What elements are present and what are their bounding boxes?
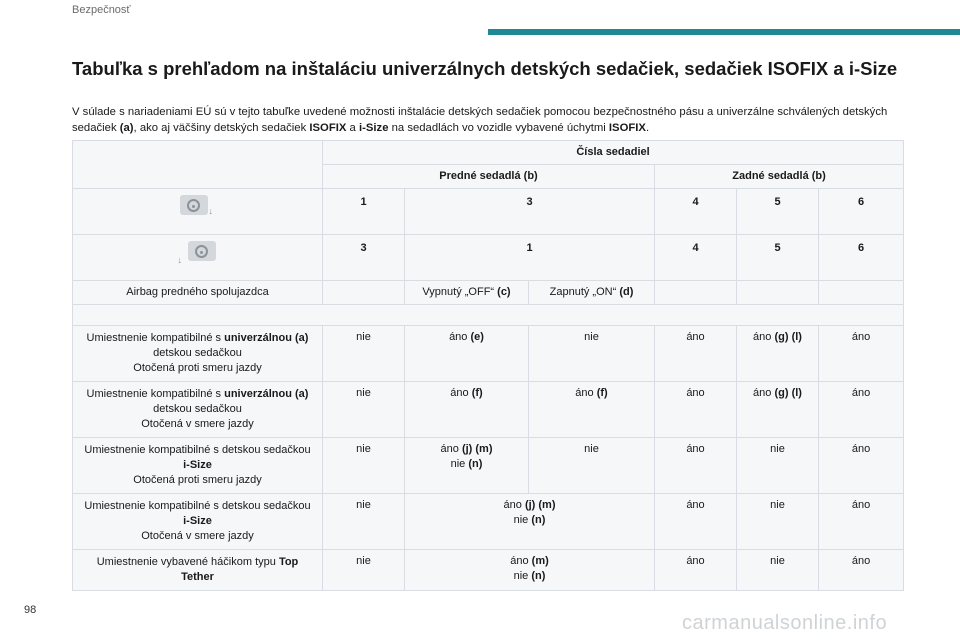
page-number: 98: [24, 604, 37, 616]
table-cell: áno: [655, 438, 737, 494]
intro-paragraph: V súlade s nariadeniami EÚ sú v tejto tabuľke uvedené možnosti inštalácie detských sedačiek pomocou bezpečnostného pásu a univerzálne schválených detských sedačiek (a), ako aj väčšiny detských sedačiek ISOFIX a i-Size na sedadlách vo vozidle vybavené úchytmi ISOFIX.: [72, 106, 888, 134]
steering-wheel-left-icon: ↓: [180, 195, 216, 221]
seat-number: 6: [819, 235, 904, 281]
seat-numbers-header: Čísla sedadiel: [323, 141, 904, 165]
table-cell: nie: [323, 326, 405, 382]
lhd-icon-cell: [73, 189, 323, 235]
table-cell: áno (m) nie (n): [405, 550, 655, 591]
seat-number: 5: [737, 235, 819, 281]
table-cell: nie: [323, 494, 405, 550]
section-label: Bezpečnosť: [72, 4, 131, 16]
table-spacer-row: [73, 305, 904, 326]
rhd-icon-cell: [73, 235, 323, 281]
table-row: [73, 494, 904, 550]
header-accent-bar: [488, 29, 960, 35]
seat-number: 6: [819, 189, 904, 235]
table-cell: áno (g) (l): [737, 382, 819, 438]
row-label: Umiestnenie kompatibilné s univerzálnou (a) detskou sedačkou Otočená v smere jazdy: [73, 382, 323, 438]
table-corner-cell: [73, 141, 323, 189]
seat-number: 3: [323, 235, 405, 281]
seat-number: 4: [655, 189, 737, 235]
front-seats-header: Predné sedadlá (b): [323, 165, 655, 189]
table-row: [73, 550, 904, 591]
seat-number: 4: [655, 235, 737, 281]
table-cell: [323, 281, 405, 305]
table-cell: nie: [737, 550, 819, 591]
table-row: [73, 438, 904, 494]
table-cell: áno: [655, 382, 737, 438]
table-cell: áno: [655, 550, 737, 591]
table-cell: áno (e): [405, 326, 529, 382]
row-label: Umiestnenie kompatibilné s detskou sedačkou i-Size Otočená proti smeru jazdy: [73, 438, 323, 494]
table-cell: áno (f): [405, 382, 529, 438]
table-cell: áno (f): [529, 382, 655, 438]
table-cell: nie: [529, 326, 655, 382]
table-cell: áno: [819, 438, 904, 494]
table-cell: áno: [655, 494, 737, 550]
table-row: [73, 189, 904, 235]
table-cell: nie: [737, 494, 819, 550]
row-label: Umiestnenie kompatibilné s detskou sedačkou i-Size Otočená v smere jazdy: [73, 494, 323, 550]
table-cell: nie: [323, 382, 405, 438]
airbag-on-cell: Zapnutý „ON“ (d): [529, 281, 655, 305]
child-seat-table: [72, 140, 904, 591]
page-title: Tabuľka s prehľadom na inštaláciu univerzálnych detských sedačiek, sedačiek ISOFIX a i-Size: [72, 58, 898, 79]
table-cell: áno: [819, 494, 904, 550]
table-row: [73, 326, 904, 382]
table-cell: áno (j) (m) nie (n): [405, 494, 655, 550]
airbag-off-cell: Vypnutý „OFF“ (c): [405, 281, 529, 305]
table-cell: áno: [819, 550, 904, 591]
table-cell: nie: [737, 438, 819, 494]
airbag-label: Airbag predného spolujazdca: [73, 281, 323, 305]
table-row: [73, 281, 904, 305]
table-row: [73, 235, 904, 281]
table-cell: áno: [819, 326, 904, 382]
steering-wheel-right-icon: ↓: [176, 241, 220, 267]
table-cell: nie: [323, 438, 405, 494]
rear-seats-header: Zadné sedadlá (b): [655, 165, 904, 189]
table-cell: [655, 281, 737, 305]
table-cell: nie: [529, 438, 655, 494]
row-label: Umiestnenie kompatibilné s univerzálnou (a) detskou sedačkou Otočená proti smeru jazdy: [73, 326, 323, 382]
table-cell: áno: [819, 382, 904, 438]
table-row: [73, 382, 904, 438]
table-cell: [819, 281, 904, 305]
seat-number: 1: [405, 235, 655, 281]
table-cell: nie: [323, 550, 405, 591]
table-cell: [737, 281, 819, 305]
table-cell: áno (g) (l): [737, 326, 819, 382]
table-row: [73, 141, 904, 165]
seat-number: 1: [323, 189, 405, 235]
row-label: Umiestnenie vybavené háčikom typu Top Tether: [73, 550, 323, 591]
table-cell: áno (j) (m) nie (n): [405, 438, 529, 494]
watermark: carmanualsonline.info: [682, 612, 888, 634]
table-cell: áno: [655, 326, 737, 382]
seat-number: 5: [737, 189, 819, 235]
seat-number: 3: [405, 189, 655, 235]
